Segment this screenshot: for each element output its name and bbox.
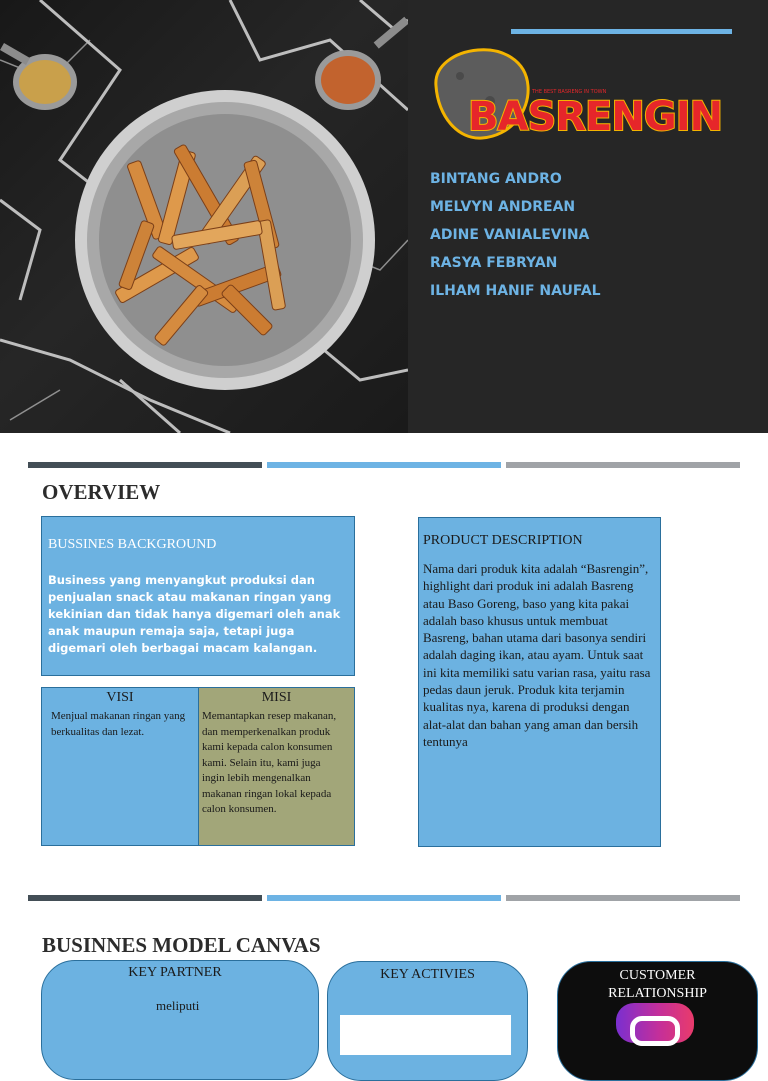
divider-bar-gray xyxy=(506,895,740,901)
divider-bar-gray xyxy=(506,462,740,468)
key-activities-card xyxy=(327,961,528,1081)
basreng-bowl-image xyxy=(0,0,408,433)
visi-heading: VISI xyxy=(106,690,134,705)
team-member: BINTANG ANDRO xyxy=(430,171,562,187)
team-member: MELVYN ANDREAN xyxy=(430,199,576,215)
divider-bar-dark xyxy=(28,462,262,468)
divider-bar-blue xyxy=(267,895,501,901)
business-background-text: Business yang menyangkut produksi dan penjualan snack atau makanan ringan yang kekinian dan tidak hanya digemari oleh anak anak maupun remaja saja, tetapi juga digemari oleh berbagai macam kalangan. xyxy=(48,573,341,655)
product-photo xyxy=(0,0,408,433)
misi-box xyxy=(198,687,355,846)
cover-accent-line xyxy=(511,29,732,34)
divider-bar-blue xyxy=(267,462,501,468)
key-partner-card xyxy=(41,960,319,1080)
divider-bar-dark xyxy=(28,895,262,901)
key-partner-heading: KEY PARTNER xyxy=(128,965,222,980)
overview-title: OVERVIEW xyxy=(42,480,161,504)
business-background-heading: BUSSINES BACKGROUND xyxy=(48,537,217,552)
logo-tagline: THE BEST BASRENG IN TOWN xyxy=(532,89,607,95)
product-description-box xyxy=(418,517,661,847)
key-activities-image-placeholder xyxy=(340,1015,511,1055)
instagram-icon-outline xyxy=(630,1016,680,1046)
business-background-box xyxy=(41,516,355,676)
team-member: ILHAM HANIF NAUFAL xyxy=(430,283,601,299)
cover-slide xyxy=(0,0,768,433)
key-activities-heading: KEY ACTIVIES xyxy=(380,967,475,982)
logo-wordmark: BASRENGIN xyxy=(468,94,723,140)
business-model-canvas-title: BUSINNES MODEL CANVAS xyxy=(42,933,321,957)
visi-text: Menjual makanan ringan yang berkualitas dan lezat. xyxy=(51,710,186,738)
team-member-list xyxy=(430,168,601,308)
team-member: RASYA FEBRYAN xyxy=(430,255,558,271)
misi-text: Memantapkan resep makanan, dan memperkenalkan produk kami kepada calon konsumen kami. Selain itu, kami juga ingin lebih mengenalkan makanan ringan lokal kepada calon konsumen. xyxy=(202,710,337,815)
misi-heading: MISI xyxy=(261,690,292,705)
product-description-text: Nama dari produk kita adalah “Basrengin”, highlight dari produk ini adalah Basreng atau Baso Goreng, baso yang kita pakai adalah baso khusus untuk membuat Basreng, bahan utama dari basonya sendiri adalah daging ikan, atau ayam. Untuk saat ini kita memiliki satu varian rasa, yaitu rasa pedas daun jeruk. Produk kita terjamin kualitas nya, karena di produksi dengan alat-alat dan bahan yang aman dan bersih tentunya xyxy=(423,561,651,749)
key-partner-text: meliputi xyxy=(156,998,200,1013)
product-description-heading: PRODUCT DESCRIPTION xyxy=(423,533,583,548)
team-member: ADINE VANIALEVINA xyxy=(430,227,590,243)
visi-box xyxy=(41,687,199,846)
customer-relationship-heading: CUSTOMER RELATIONSHIP xyxy=(608,968,707,1001)
